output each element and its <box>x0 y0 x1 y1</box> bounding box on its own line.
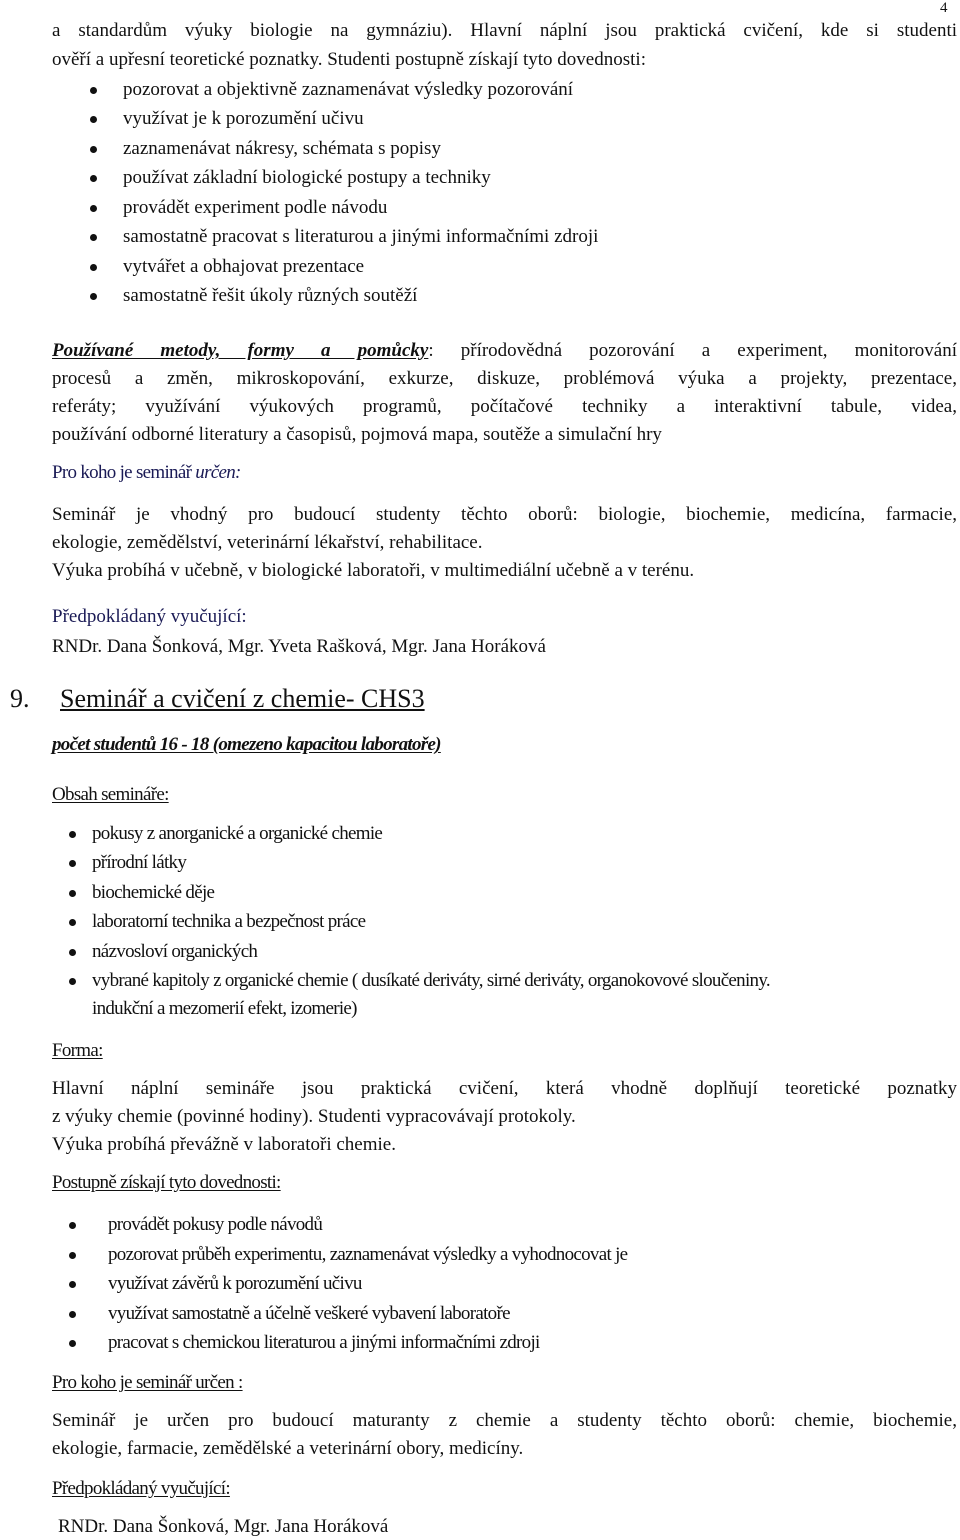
section-title: Seminář a cvičení z chemie- CHS3 <box>60 684 425 713</box>
bullet-icon <box>90 87 97 94</box>
list-item: názvosloví organických <box>92 941 258 962</box>
methods-line-1 <box>52 340 957 362</box>
intro-line-1: a standardům výuky biologie na gymnáziu). Hlavní náplní jsou praktická cvičení, kde si studenti <box>52 20 957 41</box>
bullet-icon <box>90 293 97 300</box>
teacher-names: RNDr. Dana Šonková, Mgr. Yveta Rašková, Mgr. Jana Horáková <box>52 636 546 657</box>
form-line-1: Hlavní náplní semináře jsou praktická cvičení, která vhodně doplňují teoretické poznatky <box>52 1078 957 1099</box>
chem-teacher-heading: Předpokládaný vyučující: <box>52 1478 230 1499</box>
list-item: využívat závěrů k porozumění učivu <box>108 1273 362 1294</box>
teacher-heading: Předpokládaný vyučující: <box>52 606 247 627</box>
list-item: využívat samostatně a účelně veškeré vybavení laboratoře <box>108 1303 510 1324</box>
for-whom-line-2: ekologie, zemědělství, veterinární lékařství, rehabilitace. <box>52 532 483 553</box>
bullet-icon <box>69 1340 76 1347</box>
chem-teacher-names: RNDr. Dana Šonková, Mgr. Jana Horáková <box>58 1516 389 1537</box>
bullet-icon <box>90 146 97 153</box>
list-item: přírodní látky <box>92 852 187 873</box>
bullet-icon <box>69 1222 76 1229</box>
chem-for-whom-line-2: ekologie, farmacie, zemědělské a veterinární obory, medicíny. <box>52 1438 524 1459</box>
bullet-icon <box>90 264 97 271</box>
bullet-icon <box>69 978 76 985</box>
methods-line-4: používání odborné literatury a časopisů, pojmová mapa, soutěže a simulační hry <box>52 424 662 445</box>
bullet-icon <box>90 175 97 182</box>
bullet-icon <box>90 234 97 241</box>
list-item: využívat je k porozumění učivu <box>123 108 364 129</box>
page-number: 4 <box>940 0 948 16</box>
bullet-icon <box>69 1281 76 1288</box>
intro-line-2: ověří a upřesní teoretické poznatky. Studenti postupně získají tyto dovednosti: <box>52 49 646 70</box>
bullet-icon <box>90 116 97 123</box>
methods-text: : přírodovědná pozorování a experiment, monitorování <box>428 340 957 361</box>
for-whom-line-1: Seminář je vhodný pro budoucí studenty těchto oborů: biologie, biochemie, medicína, farmacie, <box>52 504 957 525</box>
list-item: pracovat s chemickou literaturou a jinými informačními zdroji <box>108 1332 540 1353</box>
list-item-continuation: indukční a mezomerií efekt, izomerie) <box>92 998 357 1019</box>
for-whom-line-3: Výuka probíhá v učebně, v biologické laboratoři, v multimediální učebně a v terénu. <box>52 560 695 581</box>
bullet-icon <box>69 949 76 956</box>
list-item: samostatně řešit úkoly různých soutěží <box>123 285 418 306</box>
list-item: vybrané kapitoly z organické chemie ( dusíkaté deriváty, sirné deriváty, organokovové sloučeniny. <box>92 970 770 991</box>
methods-line-2: procesů a změn, mikroskopování, exkurze, diskuze, problémová výuka a projekty, prezentace, <box>52 368 957 389</box>
bullet-icon <box>69 1252 76 1259</box>
list-item: laboratorní technika a bezpečnost práce <box>92 911 366 932</box>
bullet-icon <box>69 1311 76 1318</box>
bullet-icon <box>69 919 76 926</box>
list-item: provádět experiment podle návodu <box>123 197 388 218</box>
list-item: provádět pokusy podle návodů <box>108 1214 323 1235</box>
chem-for-whom-heading: Pro koho je seminář určen : <box>52 1372 243 1393</box>
list-item: pokusy z anorganické a organické chemie <box>92 823 383 844</box>
methods-label: Používané metody, formy a pomůcky <box>52 340 429 361</box>
list-item: samostatně pracovat s literaturou a jinými informačními zdroji <box>123 226 599 247</box>
list-item: pozorovat průběh experimentu, zaznamenávat výsledky a vyhodnocovat je <box>108 1244 628 1265</box>
skills-heading: Postupně získají tyto dovednosti: <box>52 1172 281 1193</box>
list-item: biochemické děje <box>92 882 215 903</box>
for-whom-heading: Pro koho je seminář určen: <box>52 462 241 483</box>
list-item: používat základní biologické postupy a techniky <box>123 167 491 188</box>
bullet-icon <box>69 860 76 867</box>
form-heading: Forma: <box>52 1040 103 1061</box>
bullet-icon <box>69 831 76 838</box>
section-number: 9. <box>10 684 30 713</box>
section-heading <box>10 684 425 714</box>
list-item: pozorovat a objektivně zaznamenávat výsledky pozorování <box>123 79 574 100</box>
form-line-2: z výuky chemie (povinné hodiny). Studenti vypracovávají protokoly. <box>52 1106 576 1127</box>
content-heading: Obsah semináře: <box>52 784 169 805</box>
list-item: zaznamenávat nákresy, schémata s popisy <box>123 138 441 159</box>
methods-line-3: referáty; využívání výukových programů, počítačové techniky a interaktivní tabule, videa, <box>52 396 957 417</box>
bullet-icon <box>69 890 76 897</box>
bullet-icon <box>90 205 97 212</box>
form-line-3: Výuka probíhá převážně v laboratoři chemie. <box>52 1134 396 1155</box>
chem-for-whom-line-1: Seminář je určen pro budoucí maturanty z chemie a studenty těchto oborů: chemie, biochemie, <box>52 1410 957 1431</box>
list-item: vytvářet a obhajovat prezentace <box>123 256 365 277</box>
students-count: počet studentů 16 - 18 (omezeno kapacitou laboratoře) <box>52 734 441 755</box>
